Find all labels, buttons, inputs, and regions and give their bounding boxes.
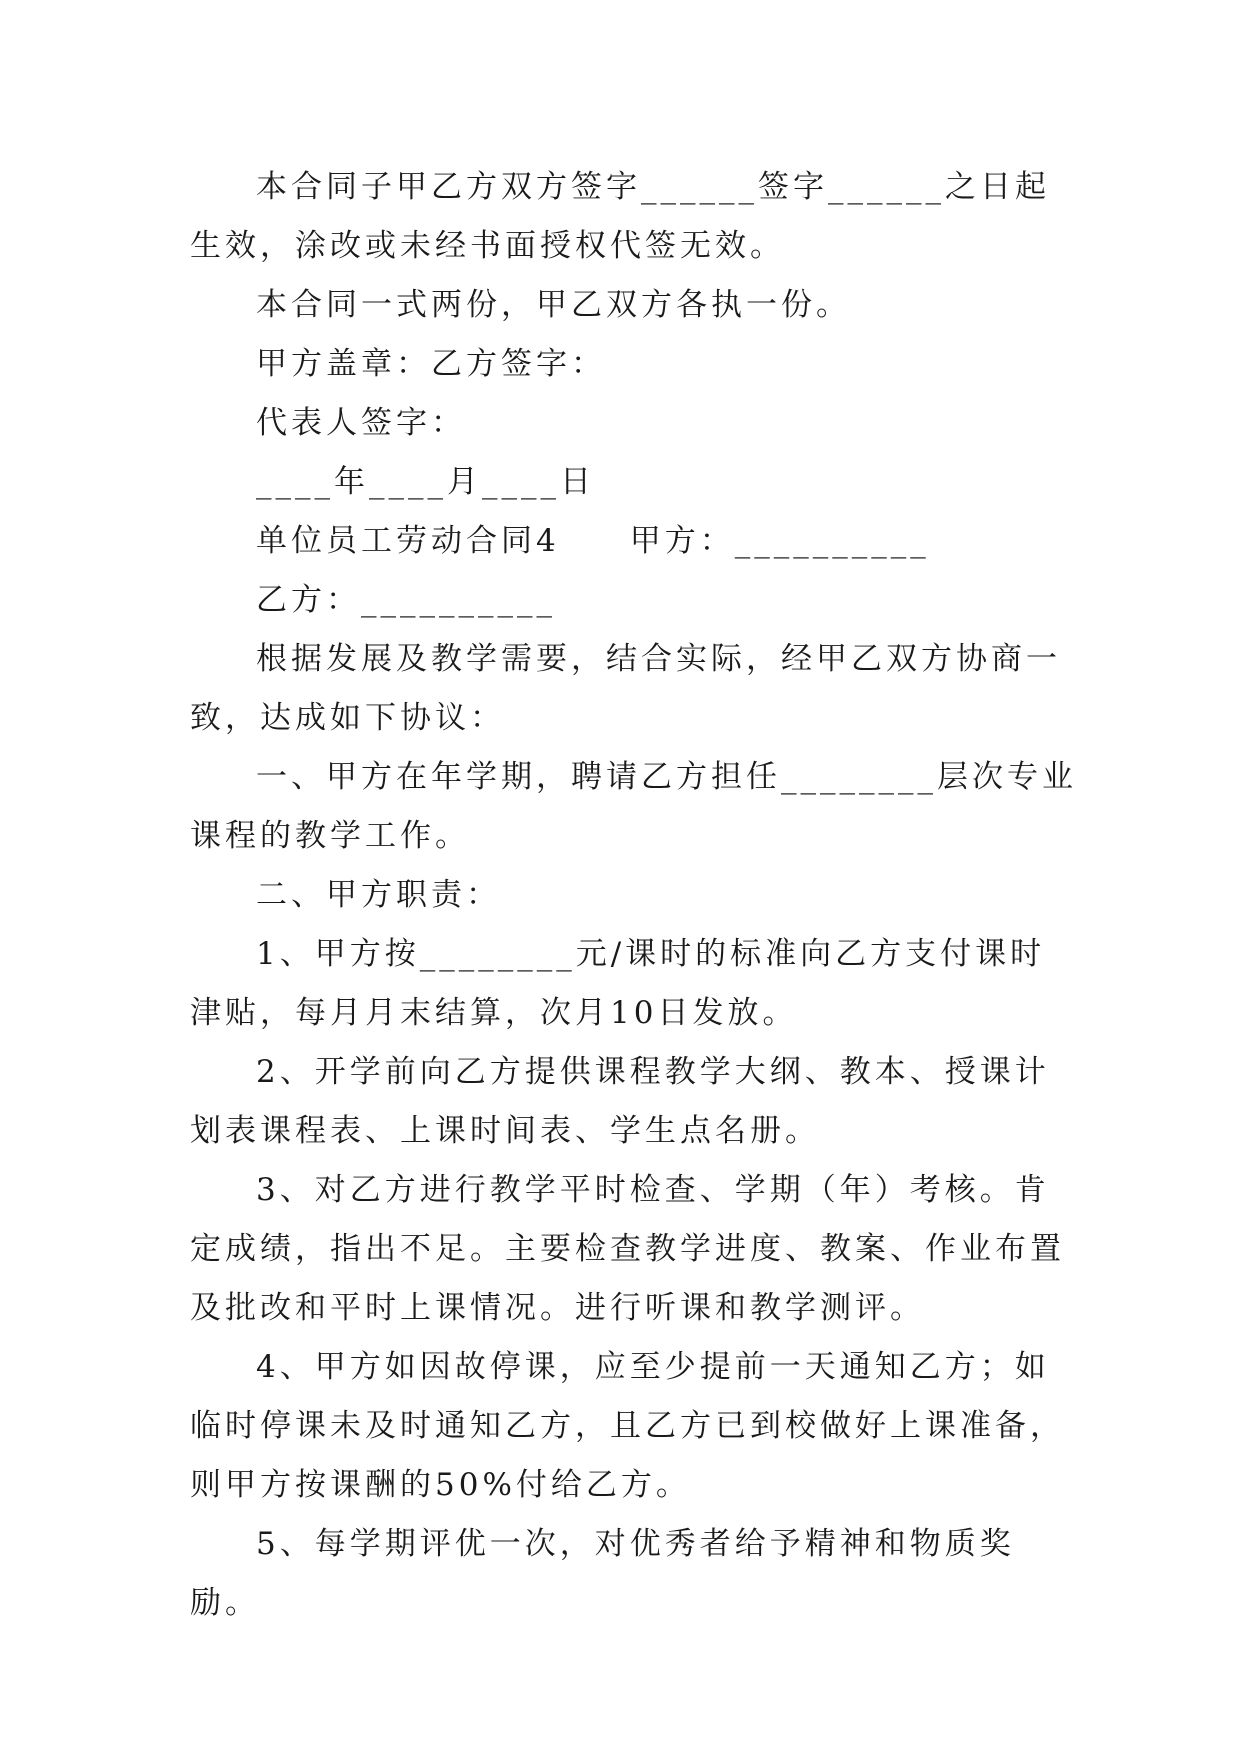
paragraph-party-b: 乙方：__________	[256, 582, 556, 618]
paragraph-clause-two-heading: 二、甲方职责：	[256, 877, 501, 913]
paragraph-duty-3: 3、对乙方进行教学平时检查、学期（年）考核。肯定成绩，指出不足。主要检查教学进度、教案、作业布置及批改和平时上课情况。进行听课和教学测评。	[190, 1172, 1065, 1326]
paragraph-duty-2: 2、开学前向乙方提供课程教学大纲、教本、授课计划表课程表、上课时间表、学生点名册。	[190, 1054, 1050, 1149]
paragraph-effective-clause: 本合同子甲乙方双方签字______签字______之日起生效，涂改或未经书面授权代签无效。	[190, 169, 1050, 264]
paragraph-representative-signature: 代表人签字：	[256, 405, 466, 441]
paragraph-date-line: ____年____月____日	[256, 464, 595, 500]
paragraph-duty-1: 1、甲方按________元/课时的标准向乙方支付课时津贴，每月月末结算，次月10日发放。	[190, 936, 1046, 1031]
paragraph-preamble: 根据发展及教学需要，结合实际，经甲乙双方协商一致，达成如下协议：	[190, 641, 1061, 736]
paragraph-clause-one: 一、甲方在年学期，聘请乙方担任________层次专业课程的教学工作。	[190, 759, 1077, 854]
paragraph-copies-clause: 本合同一式两份，甲乙双方各执一份。	[256, 287, 851, 323]
paragraph-contract-title-party-a: 单位员工劳动合同4 甲方：__________	[256, 523, 930, 559]
paragraph-duty-5: 5、每学期评优一次，对优秀者给予精神和物质奖励。	[190, 1526, 1015, 1621]
contract-text	[190, 158, 1080, 1633]
paragraph-seal-signature: 甲方盖章：乙方签字：	[256, 346, 606, 382]
paragraph-duty-4: 4、甲方如因故停课，应至少提前一天通知乙方；如临时停课未及时通知乙方，且乙方已到校做好上课准备，则甲方按课酬的50%付给乙方。	[190, 1349, 1065, 1503]
